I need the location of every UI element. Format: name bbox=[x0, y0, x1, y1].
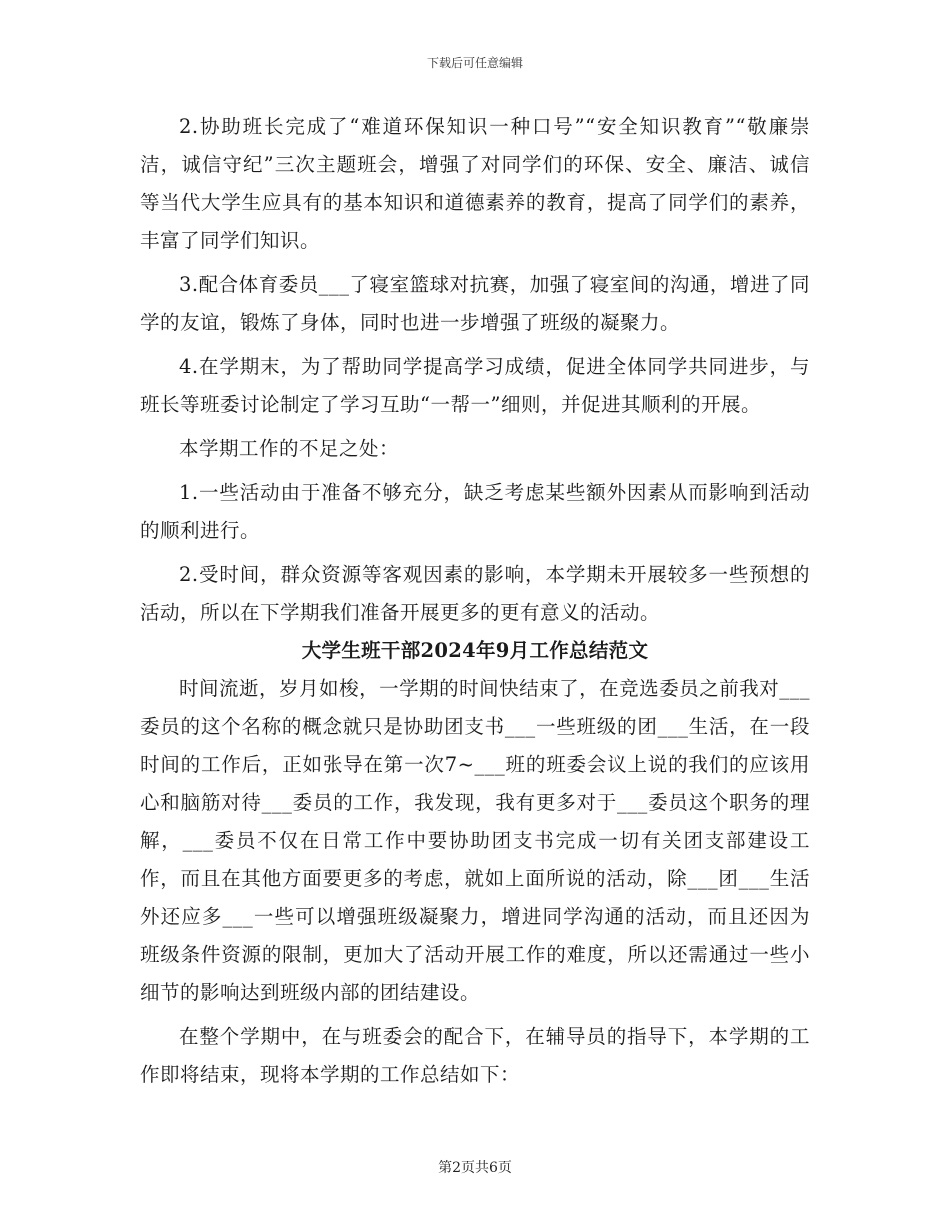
header-note: 下载后可任意编辑 bbox=[426, 56, 523, 70]
paragraph: 2.协助班长完成了“难道环保知识一种口号”“安全知识教育”“敬廉崇洁，诚信守纪”三次主题班会，增强了对同学们的环保、安全、廉洁、诚信等当代大学生应具有的基本知识和道德素养的教育，提高了同学们的素养，丰富了同学们知识。 bbox=[140, 115, 810, 252]
paragraph: 在整个学期中，在与班委会的配合下，在辅导员的指导下，本学期的工作即将结束，现将本学期的工作总结如下： bbox=[140, 1025, 810, 1086]
paragraph: 时间流逝，岁月如梭，一学期的时间快结束了，在竞选委员之前我对___委员的这个名称的概念就只是协助团支书___一些班级的团___生活，在一段时间的工作后，正如张导在第一次7~___班的班委会议上说的我们的应该用心和脑筋对待___委员的工作，我发现，我有更多对于___委员这个职务的理解，___委员不仅在日常工作中要协助团支书完成一切有关团支部建设工作，而且在其他方面要更多的考虑，就如上面所说的活动，除___团___生活外还应多___一些可以增强班级凝聚力，增进同学沟通的活动，而且还因为班级条件资源的限制，更加大了活动开展工作的难度，所以还需通过一些小细节的影响达到班级内部的团结建设。 bbox=[140, 677, 810, 1004]
paragraph: 4.在学期末，为了帮助同学提高学习成绩，促进全体同学共同进步，与班长等班委讨论制定了学习互助“一帮一”细则，并促进其顺利的开展。 bbox=[140, 355, 810, 416]
document-body bbox=[140, 108, 810, 1094]
paragraph: 2.受时间，群众资源等客观因素的影响，本学期未开展较多一些预想的活动，所以在下学期我们准备开展更多的更有意义的活动。 bbox=[140, 563, 810, 624]
section-title: 大学生班干部2024年9月工作总结范文 bbox=[301, 639, 649, 662]
page-indicator: 第2页共6页 bbox=[438, 1160, 512, 1176]
paragraph: 本学期工作的不足之处： bbox=[179, 437, 400, 460]
paragraph: 1.一些活动由于准备不够充分，缺乏考虑某些额外因素从而影响到活动的顺利进行。 bbox=[140, 481, 810, 542]
paragraph: 3.配合体育委员___了寝室篮球对抗赛，加强了寝室间的沟通，增进了同学的友谊，锻炼了身体，同时也进一步增强了班级的凝聚力。 bbox=[140, 273, 810, 334]
